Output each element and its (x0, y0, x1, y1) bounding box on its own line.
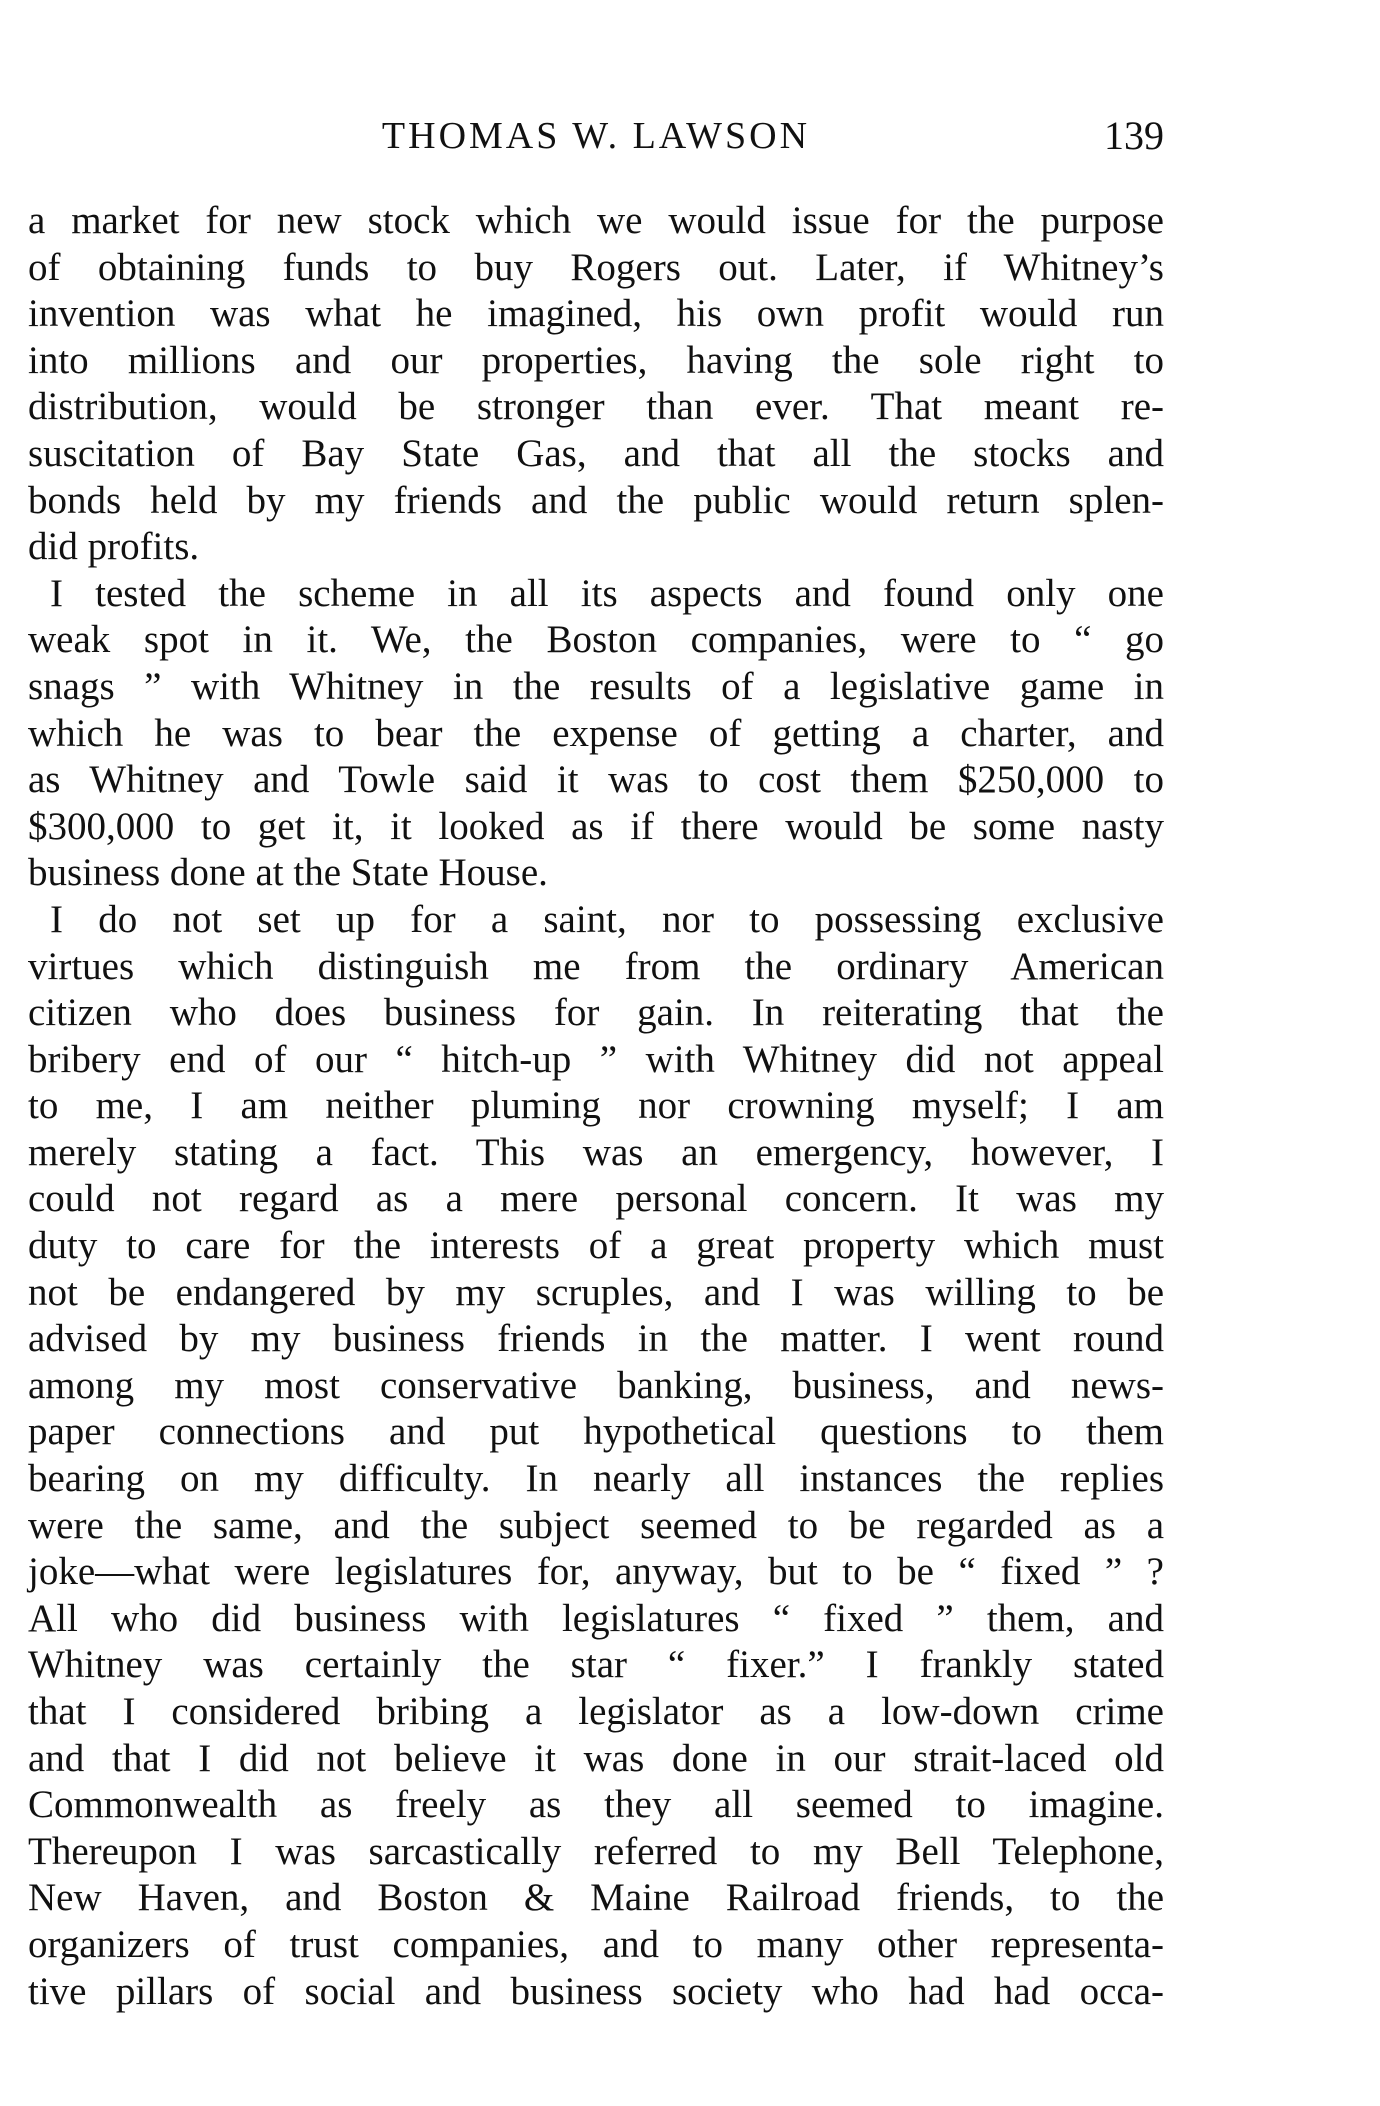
text-line: invention was what he imagined, his own profit would run (28, 292, 1164, 336)
text-line: citizen who does business for gain. In reiterating that the (28, 991, 1164, 1035)
text-line: Thereupon I was sarcastically referred to my Bell Telephone, (28, 1829, 1164, 1873)
text-line: organizers of trust companies, and to many other representa- (28, 1922, 1164, 1966)
text-line: as Whitney and Towle said it was to cost them $250,000 to (28, 758, 1164, 802)
text-line: weak spot in it. We, the Boston companies, were to “ go (28, 618, 1164, 662)
text-line: among my most conservative banking, business, and news- (28, 1363, 1164, 1407)
running-title: THOMAS W. LAWSON (381, 115, 811, 157)
text-line: not be endangered by my scruples, and I was willing to be (28, 1270, 1164, 1314)
text-line: could not regard as a mere personal concern. It was my (28, 1177, 1164, 1221)
text-line: New Haven, and Boston & Maine Railroad friends, to the (28, 1876, 1164, 1920)
text-line: distribution, would be stronger than ever. That meant re- (28, 385, 1164, 429)
text-line: Commonwealth as freely as they all seemed to imagine. (28, 1783, 1164, 1827)
text-line: advised by my business friends in the matter. I went round (28, 1317, 1164, 1361)
text-line: tive pillars of social and business society who had had occa- (28, 1969, 1164, 2013)
text-line: merely stating a fact. This was an emergency, however, I (28, 1130, 1164, 1174)
text-line: were the same, and the subject seemed to be regarded as a (28, 1503, 1164, 1547)
text-line: joke—what were legislatures for, anyway, but to be “ fixed ” ? (28, 1550, 1164, 1594)
text-line: suscitation of Bay State Gas, and that all the stocks and (28, 431, 1164, 475)
text-line: paper connections and put hypothetical questions to them (28, 1410, 1164, 1454)
text-line: into millions and our properties, having the sole right to (28, 338, 1164, 382)
text-line: bonds held by my friends and the public would return splen- (28, 478, 1164, 522)
body-text (28, 198, 1164, 2015)
page-number: 139 (1104, 113, 1164, 158)
text-line: and that I did not believe it was done in our strait-laced old (28, 1736, 1164, 1780)
text-line: I do not set up for a saint, nor to possessing exclusive (50, 897, 1164, 941)
text-line: did profits. (28, 525, 200, 569)
text-line: I tested the scheme in all its aspects and found only one (50, 571, 1164, 615)
text-line: bearing on my difficulty. In nearly all instances the replies (28, 1457, 1164, 1501)
text-line: bribery end of our “ hitch-up ” with Whitney did not appeal (28, 1037, 1164, 1081)
text-line: Whitney was certainly the star “ fixer.” I frankly stated (28, 1643, 1164, 1687)
text-line: a market for new stock which we would issue for the purpose (28, 199, 1164, 242)
running-head (28, 108, 1164, 164)
text-line: All who did business with legislatures “ fixed ” them, and (28, 1596, 1164, 1640)
text-line: virtues which distinguish me from the ordinary American (28, 944, 1164, 988)
text-line: business done at the State House. (28, 851, 548, 895)
text-line: snags ” with Whitney in the results of a legislative game in (28, 664, 1164, 708)
text-line: to me, I am neither pluming nor crowning myself; I am (28, 1084, 1164, 1128)
text-line: which he was to bear the expense of getting a charter, and (28, 711, 1164, 755)
text-line: of obtaining funds to buy Rogers out. Later, if Whitney’s (28, 245, 1164, 289)
text-line: $300,000 to get it, it looked as if there would be some nasty (28, 804, 1164, 848)
text-line: that I considered bribing a legislator as a low-down crime (28, 1690, 1164, 1733)
text-line: duty to care for the interests of a great property which must (28, 1224, 1164, 1268)
